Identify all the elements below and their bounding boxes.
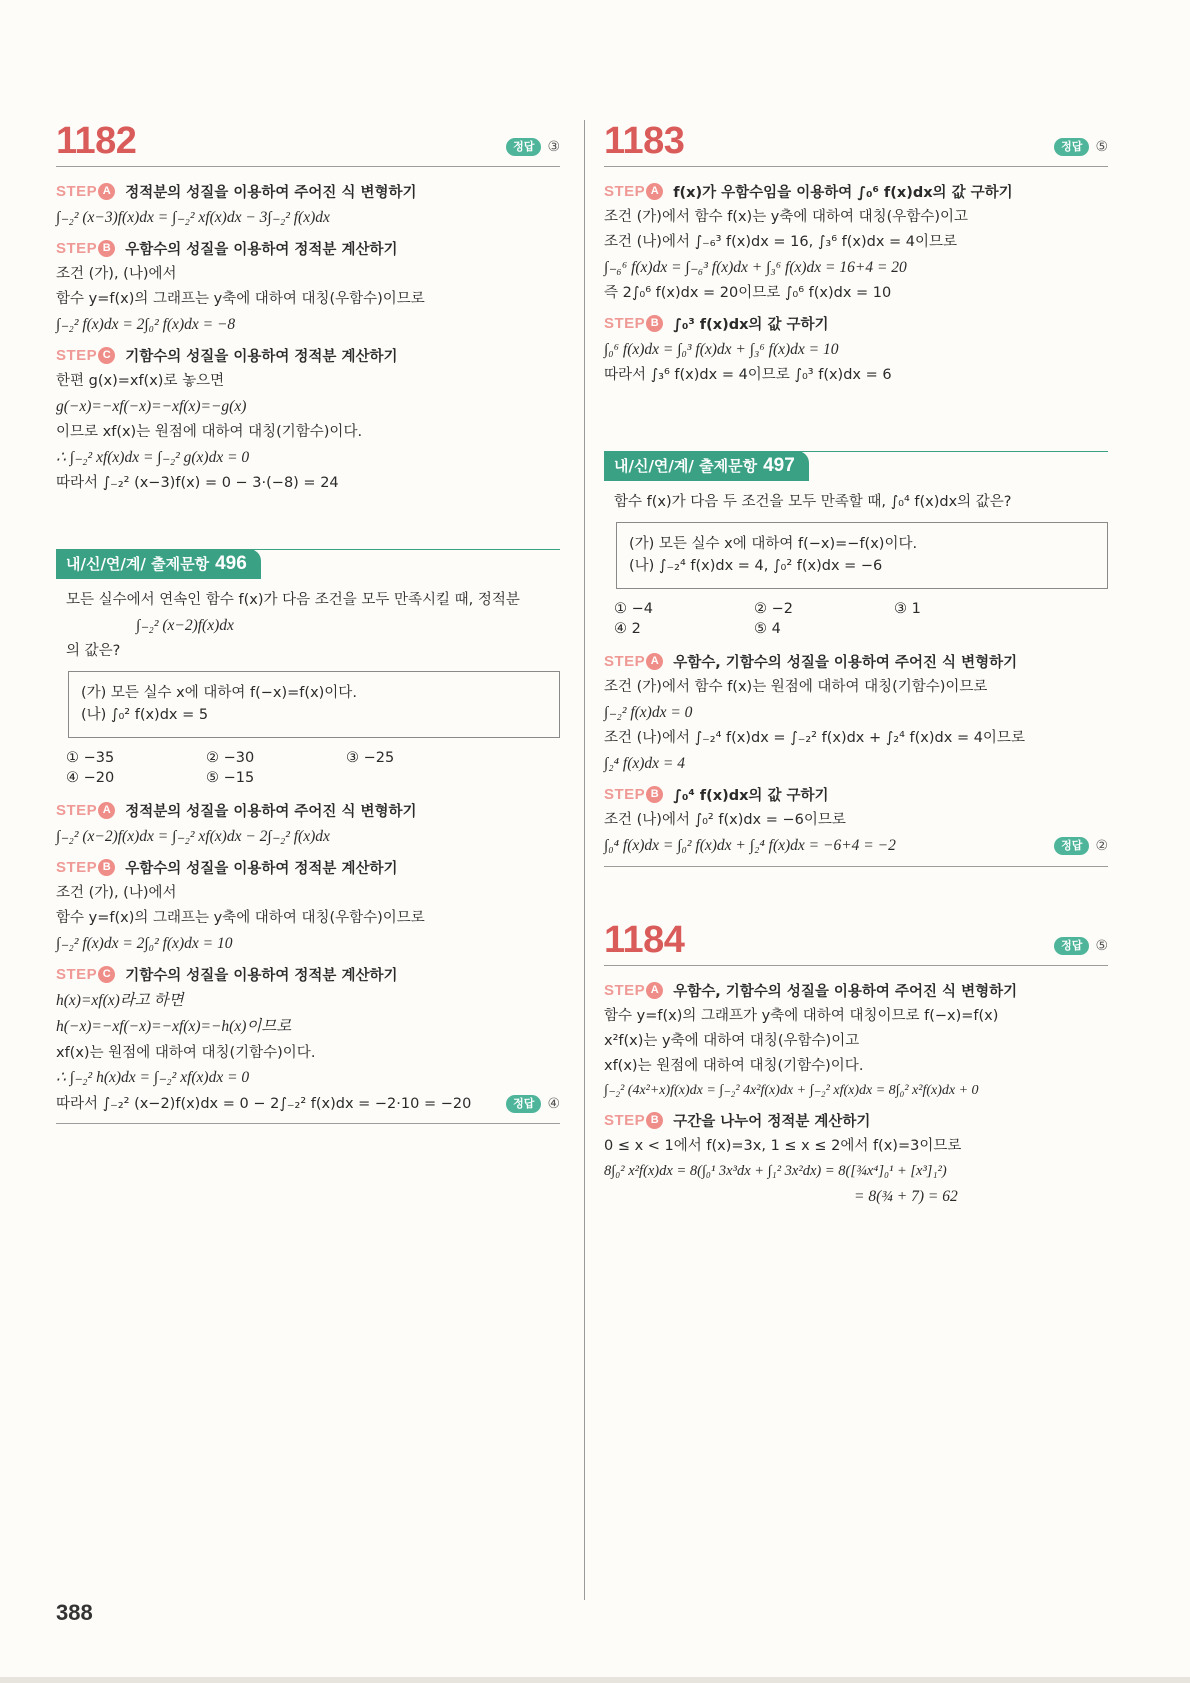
equation: ∫₂⁴ f(x)dx = 4	[604, 755, 685, 773]
banner-prefix: 내/신/연/계/ 출제문항	[66, 554, 210, 573]
final-equation: ∫₀⁴ f(x)dx = ∫₀² f(x)dx + ∫₂⁴ f(x)dx = −6+4 = −2	[604, 837, 896, 854]
step-badge: B	[98, 859, 115, 876]
banner-prefix: 내/신/연/계/ 출제문항	[614, 456, 758, 475]
text-line: 조건 (가)에서 함수 f(x)는 y축에 대하여 대칭(우함수)이고	[604, 209, 969, 225]
text-line: 즉 2∫₀⁶ f(x)dx = 20이므로 ∫₀⁶ f(x)dx = 10	[604, 284, 892, 301]
problem-496-banner	[56, 549, 560, 579]
step-title: 기함수의 성질을 이용하여 정적분 계산하기	[125, 968, 398, 985]
answer-tag	[1054, 837, 1108, 855]
choice: ① −35	[66, 750, 115, 767]
equation: ∫₋₂² f(x)dx = 2∫₀² f(x)dx = −8	[56, 315, 236, 333]
step-label: STEP	[604, 1111, 646, 1129]
step-heading	[56, 181, 560, 202]
step-heading	[56, 238, 560, 259]
problem-497-banner	[604, 451, 1108, 481]
step-title: 우함수의 성질을 이용하여 정적분 계산하기	[125, 242, 398, 259]
text-line: 조건 (나)에서 ∫₋₂⁴ f(x)dx = ∫₋₂² f(x)dx + ∫₂⁴ f(x)dx = 4이므로	[604, 730, 1025, 747]
step-label: STEP	[56, 240, 98, 258]
answer-choices	[66, 750, 560, 786]
step-label: STEP	[56, 346, 98, 364]
problem-number: 1183	[604, 120, 685, 162]
step-label: STEP	[604, 183, 646, 200]
problem-end-rule	[56, 1123, 560, 1124]
problem-1182-header	[56, 118, 560, 167]
question-text: 함수 f(x)가 다음 두 조건을 모두 만족할 때, ∫₀⁴ f(x)dx의 값은?	[614, 493, 1012, 510]
problem-1183-header	[604, 118, 1108, 167]
step-title: 우함수, 기함수의 성질을 이용하여 주어진 식 변형하기	[673, 655, 1018, 672]
step-label: STEP	[56, 859, 98, 877]
choice: ② −30	[206, 750, 255, 767]
choice: ③ 1	[894, 601, 921, 618]
equation: ∫₋₆⁶ f(x)dx = ∫₋₆³ f(x)dx + ∫₃⁶ f(x)dx = 16+4 = 20	[604, 258, 907, 276]
conditions-box	[616, 522, 1108, 590]
condition: (가) 모든 실수 x에 대하여 f(−x)=−f(x)이다.	[629, 535, 918, 552]
equation: 8∫₀² x²f(x)dx = 8(∫₀¹ 3x³dx + ∫₁² 3x²dx) = 8([¾x⁴]₀¹ + [x³]₁²)	[604, 1162, 947, 1179]
final-equation: 따라서 ∫₋₂² (x−2)f(x)dx = 0 − 2∫₋₂² f(x)dx = −2·10 = −20	[56, 1095, 472, 1112]
answer-value: ⑤	[1095, 938, 1108, 955]
equation: ∴ ∫₋₂² h(x)dx = ∫₋₂² xf(x)dx = 0	[56, 1069, 250, 1087]
step-badge: B	[98, 240, 115, 257]
step-badge: B	[646, 786, 663, 803]
text-line: 따라서 ∫₋₂² (x−3)f(x) = 0 − 3·(−8) = 24	[56, 474, 339, 491]
choice: ④ 2	[614, 621, 641, 638]
step-heading	[604, 181, 1108, 202]
step-badge: B	[646, 1112, 663, 1129]
step-badge: A	[98, 802, 115, 819]
text-line: 함수 y=f(x)의 그래프는 y축에 대하여 대칭(우함수)이므로	[56, 290, 425, 307]
answer-value: ④	[547, 1095, 560, 1112]
step-heading	[56, 800, 560, 821]
banner-label	[604, 451, 809, 481]
step-badge: A	[646, 183, 663, 200]
answer-value: ②	[1095, 837, 1108, 854]
step-title: 우함수의 성질을 이용하여 정적분 계산하기	[125, 861, 398, 878]
choice: ⑤ 4	[754, 621, 781, 638]
step-heading	[56, 345, 560, 366]
question-text: 의 값은?	[66, 642, 121, 659]
equation: g(−x)=−xf(−x)=−xf(x)=−g(x)	[56, 397, 247, 415]
answer-choices	[614, 601, 1108, 637]
answer-pill: 정답	[1054, 937, 1089, 955]
step-badge: A	[646, 982, 663, 999]
text-line: 이므로 xf(x)는 원점에 대하여 대칭(기함수)이다.	[56, 423, 363, 440]
text-line: 0 ≤ x < 1에서 f(x)=3x, 1 ≤ x ≤ 2에서 f(x)=3이므로	[604, 1137, 962, 1154]
step-heading	[56, 964, 560, 985]
page-number: 388	[56, 1600, 93, 1625]
equation: ∫₋₂² (x−2)f(x)dx = ∫₋₂² xf(x)dx − 2∫₋₂² f(x)dx	[56, 828, 330, 846]
step-title: 우함수, 기함수의 성질을 이용하여 주어진 식 변형하기	[673, 984, 1018, 1001]
step-title: f(x)가 우함수임을 이용하여 ∫₀⁶ f(x)dx의 값 구하기	[673, 185, 1013, 201]
page-bottom-edge	[0, 1677, 1190, 1683]
equation: ∫₋₂² (x−3)f(x)dx = ∫₋₂² xf(x)dx − 3∫₋₂² f(x)dx	[56, 209, 330, 226]
step-label: STEP	[56, 183, 98, 200]
choice: ⑤ −15	[206, 770, 255, 787]
step-label: STEP	[56, 802, 98, 820]
equation: ∫₋₂² (4x²+x)f(x)dx = ∫₋₂² 4x²f(x)dx + ∫₋₂² xf(x)dx = 8∫₀² x²f(x)dx + 0	[604, 1082, 979, 1098]
text-line: 한편 g(x)=xf(x)로 놓으면	[56, 372, 225, 389]
step-title: ∫₀³ f(x)dx의 값 구하기	[673, 316, 829, 333]
text-line: 함수 y=f(x)의 그래프가 y축에 대하여 대칭이므로 f(−x)=f(x)	[604, 1008, 999, 1025]
answer-tag	[1054, 937, 1108, 955]
step-label: STEP	[56, 966, 98, 984]
answer-value: ⑤	[1095, 139, 1108, 155]
condition: (가) 모든 실수 x에 대하여 f(−x)=f(x)이다.	[81, 684, 357, 701]
step-title: 기함수의 성질을 이용하여 정적분 계산하기	[125, 348, 398, 365]
question-equation: ∫₋₂² (x−2)f(x)dx	[136, 616, 234, 634]
equation: ∫₋₂² f(x)dx = 2∫₀² f(x)dx = 10	[56, 935, 233, 953]
banner-number: 496	[215, 552, 247, 574]
answer-pill: 정답	[1054, 138, 1089, 156]
step-heading	[604, 784, 1108, 805]
answer-pill: 정답	[506, 138, 541, 156]
condition: (나) ∫₀² f(x)dx = 5	[81, 707, 209, 724]
step-badge: A	[98, 183, 115, 200]
step-badge: A	[646, 653, 663, 670]
condition: (나) ∫₋₂⁴ f(x)dx = 4, ∫₀² f(x)dx = −6	[629, 558, 883, 575]
equation: ∫₀⁶ f(x)dx = ∫₀³ f(x)dx + ∫₃⁶ f(x)dx = 10	[604, 340, 839, 358]
choice: ④ −20	[66, 770, 115, 787]
text-line: 따라서 ∫₃⁶ f(x)dx = 4이므로 ∫₀³ f(x)dx = 6	[604, 366, 892, 383]
problem-number: 1182	[56, 120, 137, 162]
step-title: ∫₀⁴ f(x)dx의 값 구하기	[673, 788, 829, 805]
text-line: 조건 (가), (나)에서	[56, 266, 177, 283]
text-line: 함수 y=f(x)의 그래프는 y축에 대하여 대칭(우함수)이므로	[56, 910, 425, 927]
step-title: 정적분의 성질을 이용하여 주어진 식 변형하기	[125, 804, 417, 821]
step-heading	[56, 857, 560, 878]
step-heading	[604, 980, 1108, 1001]
answer-pill: 정답	[506, 1095, 541, 1113]
text-line: x²f(x)는 y축에 대하여 대칭(우함수)이고	[604, 1032, 860, 1049]
answer-tag	[506, 1095, 560, 1113]
answer-value: ③	[547, 139, 560, 155]
step-label: STEP	[604, 314, 646, 332]
choice: ② −2	[754, 601, 793, 618]
final-line	[604, 836, 1108, 856]
text-line: 조건 (가), (나)에서	[56, 885, 177, 902]
answer-pill: 정답	[1054, 837, 1089, 855]
step-heading	[604, 651, 1108, 672]
equation: ∴ ∫₋₂² xf(x)dx = ∫₋₂² g(x)dx = 0	[56, 448, 250, 466]
answer-tag	[1054, 138, 1108, 156]
equation: h(x)=xf(x)라고 하면	[56, 992, 184, 1010]
equation: h(−x)=−xf(−x)=−xf(x)=−h(x)이므로	[56, 1018, 292, 1036]
right-column	[604, 118, 1108, 1213]
text-line: 조건 (나)에서 ∫₀² f(x)dx = −6이므로	[604, 812, 846, 829]
step-title: 정적분의 성질을 이용하여 주어진 식 변형하기	[125, 185, 417, 201]
step-badge: C	[98, 966, 115, 983]
step-label: STEP	[604, 982, 646, 1000]
problem-1184-header	[604, 917, 1108, 966]
choice: ① −4	[614, 601, 653, 618]
step-label: STEP	[604, 786, 646, 804]
banner-number: 497	[763, 454, 795, 476]
banner-label	[56, 549, 261, 579]
text-line: 조건 (가)에서 함수 f(x)는 원점에 대하여 대칭(기함수)이므로	[604, 679, 988, 696]
step-title: 구간을 나누어 정적분 계산하기	[673, 1113, 871, 1130]
step-label: STEP	[604, 653, 646, 671]
text-line: xf(x)는 원점에 대하여 대칭(기함수)이다.	[604, 1057, 864, 1074]
left-column	[56, 118, 560, 1124]
equation: = 8(¾ + 7) = 62	[854, 1187, 958, 1205]
step-badge: C	[98, 347, 115, 364]
step-badge: B	[646, 315, 663, 332]
equation: ∫₋₂² f(x)dx = 0	[604, 704, 693, 722]
conditions-box	[68, 671, 560, 739]
step-heading	[604, 1110, 1108, 1131]
column-divider	[584, 120, 585, 1600]
problem-number: 1184	[604, 919, 685, 962]
text-line: xf(x)는 원점에 대하여 대칭(기함수)이다.	[56, 1044, 316, 1061]
choice: ③ −25	[346, 750, 395, 767]
text-line: 조건 (나)에서 ∫₋₆³ f(x)dx = 16, ∫₃⁶ f(x)dx = 4이므로	[604, 233, 958, 250]
final-line	[56, 1095, 560, 1114]
question-text: 모든 실수에서 연속인 함수 f(x)가 다음 조건을 모두 만족시킬 때, 정적분	[66, 591, 520, 608]
answer-tag	[506, 138, 560, 156]
step-heading	[604, 313, 1108, 334]
